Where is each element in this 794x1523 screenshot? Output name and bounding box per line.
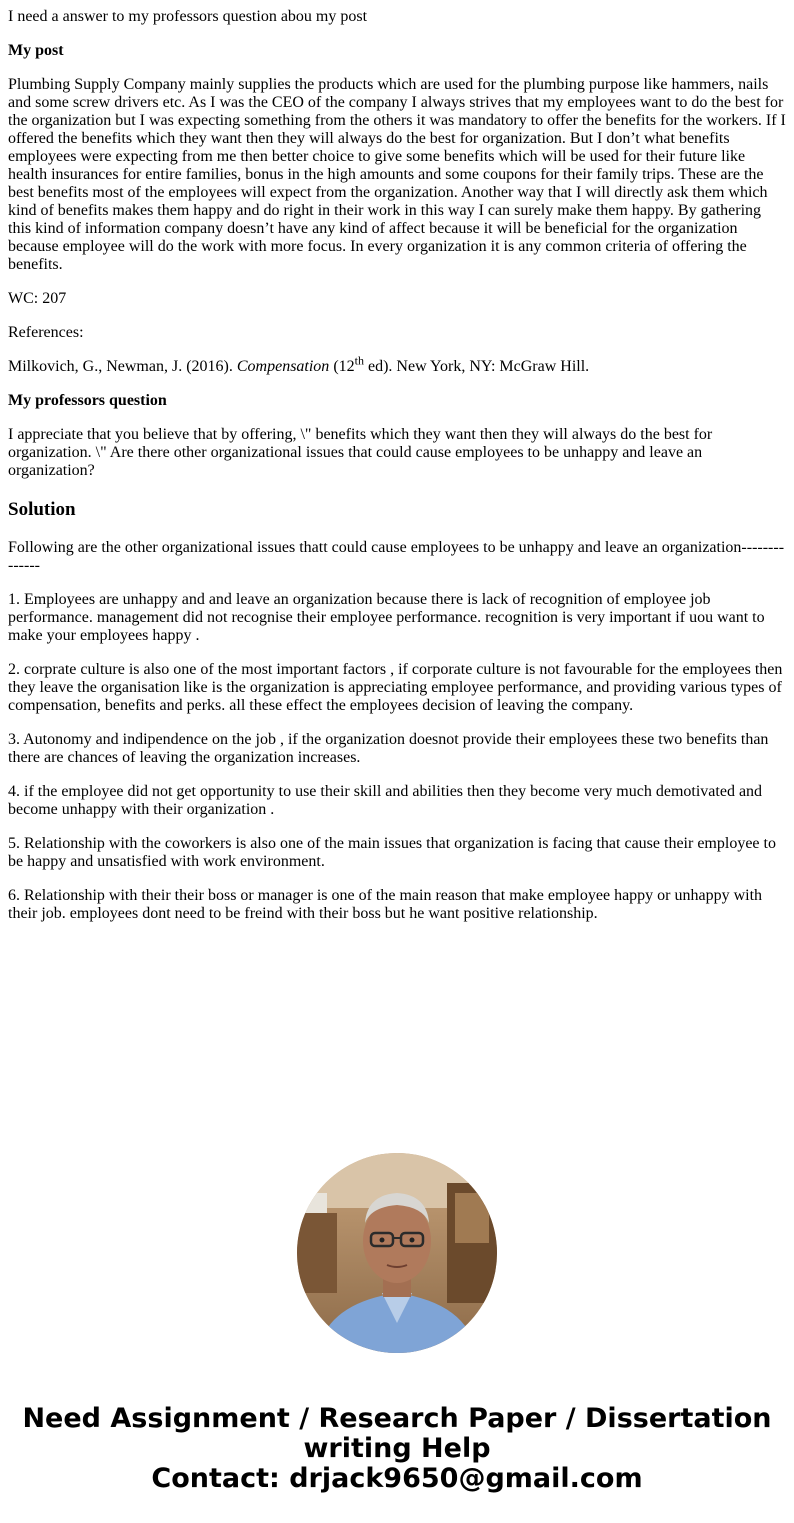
solution-heading: Solution <box>8 499 76 520</box>
intro-text: I need a answer to my professors question abou my post <box>8 8 368 25</box>
document-body <box>8 8 786 939</box>
reference-entry <box>8 353 786 376</box>
promo-line-1: Need Assignment / Research Paper / Dissertation <box>22 1403 772 1434</box>
solution-point: 2. corprate culture is also one of the most important factors , if corporate culture is not favourable for the employees then they leave the organisation like is the organization is appreciating employee performance, and providing various types of compensation, benefits and perks. all these effect the employees decision of leaving the company. <box>8 661 783 714</box>
solution-lead: Following are the other organizational issues thatt could cause employees to be unhappy and leave an organization-------------- <box>8 539 785 574</box>
question-body: I appreciate that you believe that by offering, \" benefits which they want then they will always do the best for organization. \" Are there other organizational issues that could cause employees to be unhappy and leave an organization? <box>8 426 713 479</box>
promo-line-2: writing Help <box>303 1433 491 1464</box>
post-heading: My post <box>8 42 64 59</box>
avatar <box>297 1153 497 1353</box>
post-body: Plumbing Supply Company mainly supplies the products which are used for the plumbing purpose like hammers, nails and some screw drivers etc. As I was the CEO of the company I always strives that my employees want to do the best for the organization but I was expecting something from the others it was mandatory to offer the benefits for the workers. If I offered the benefits which they want then they will always do the best for organization. But I don’t what benefits employees were expecting from me then better choice to give some benefits which will be used for their future like health insurances for entire families, bonus in the high amounts and some coupons for their family trips. These are the best benefits most of the employees will expect from the organization. Another way that I will directly ask them which kind of benefits makes them happy and do right in their work in this way I can surely make them happy. By gathering this kind of information company doesn’t have any kind of affect because it will be beneficial for the organization because employee will do the work with more focus. In every organization it is any common criteria of offering the benefits. <box>8 76 786 273</box>
reference-edition-pre: (12 <box>329 358 355 375</box>
solution-point: 3. Autonomy and indipendence on the job , if the organization doesnot provide their employees these two benefits than there are chances of leaving the organization increases. <box>8 731 769 766</box>
reference-edition-post: ed). New York, NY: McGraw Hill. <box>363 358 590 375</box>
reference-edition-sup: th <box>354 353 364 368</box>
references-label: References: <box>8 324 84 341</box>
reference-authors: Milkovich, G., Newman, J. (2016). <box>8 358 237 375</box>
promo-contact[interactable]: Contact: drjack9650@gmail.com <box>151 1463 643 1494</box>
solution-point: 6. Relationship with their their boss or manager is one of the main reason that make employee happy or unhappy with their job. employees dont need to be freind with their boss but he want positive relationship. <box>8 887 763 922</box>
portrait-photo <box>297 1153 497 1353</box>
reference-title: Compensation <box>236 358 330 375</box>
solution-point: 1. Employees are unhappy and and leave an organization because there is lack of recognition of employee job performance. management did not recognise their employee performance. recognition is very important if uou want to make your employees happy . <box>8 591 765 644</box>
word-count: WC: 207 <box>8 290 67 307</box>
solution-point: 5. Relationship with the coworkers is also one of the main issues that organization is facing that cause their employee to be happy and unsatisfied with work environment. <box>8 835 776 870</box>
question-heading: My professors question <box>8 392 167 409</box>
promo-banner <box>0 1404 794 1494</box>
solution-point: 4. if the employee did not get opportunity to use their skill and abilities then they become very much demotivated and become unhappy with their organization . <box>8 783 763 818</box>
